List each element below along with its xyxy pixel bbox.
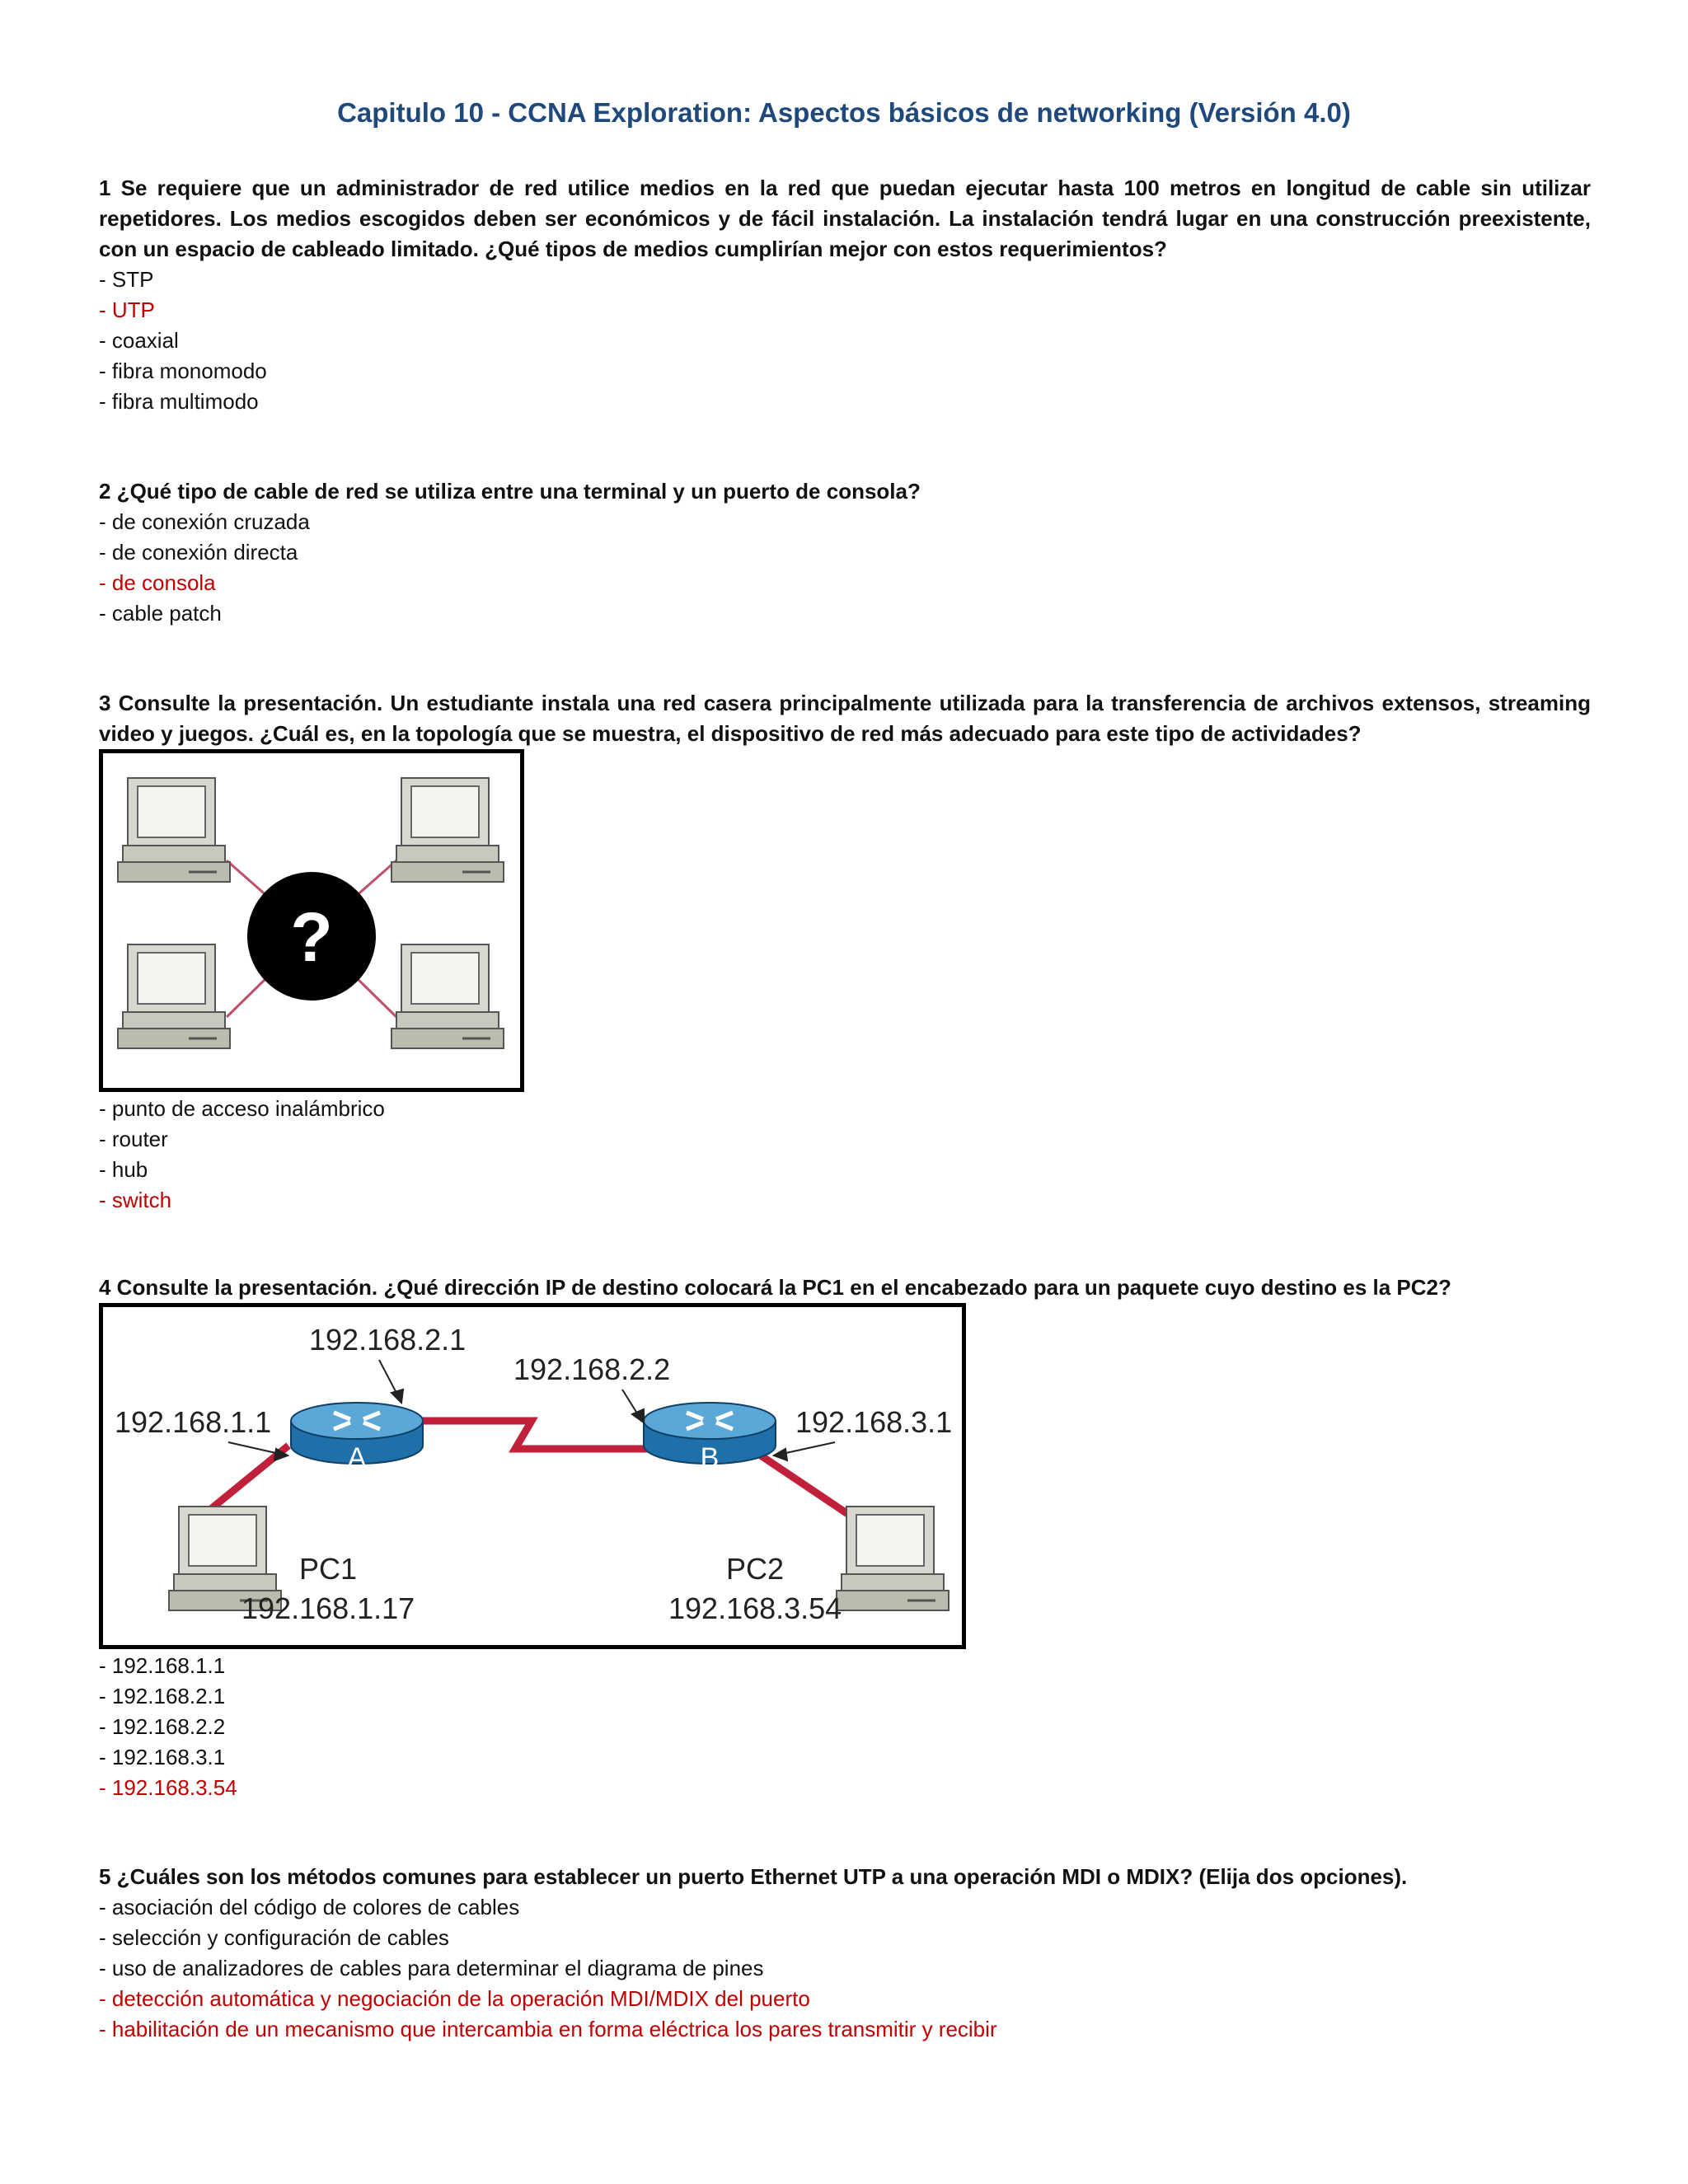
answer-option: - uso de analizadores de cables para determinar el diagrama de pines — [99, 1956, 764, 1980]
ip-b-wan: 192.168.2.2 — [513, 1352, 671, 1386]
answer-option-correct: - detección automática y negociación de la operación MDI/MDIX del puerto — [99, 1986, 810, 2011]
answer-option: - fibra monomodo — [99, 359, 267, 383]
question-stem: 4 Consulte la presentación. ¿Qué dirección IP de destino colocará la PC1 en el encabezado para un paquete cuyo destino es la PC2? — [99, 1275, 1451, 1300]
answer-option-correct: - habilitación de un mecanismo que intercambia en forma eléctrica los pares transmitir y recibir — [99, 2017, 997, 2041]
pc1-name: PC1 — [299, 1552, 358, 1586]
pc2-name: PC2 — [726, 1552, 785, 1586]
computer-icon — [118, 944, 230, 1048]
answer-option: - hub — [99, 1157, 148, 1182]
unknown-device-symbol: ? — [290, 898, 333, 976]
pc2-ip: 192.168.3.54 — [668, 1591, 842, 1625]
page-title: Capitulo 10 - CCNA Exploration: Aspectos básicos de networking (Versión 4.0) — [337, 97, 1351, 128]
answer-option: - fibra multimodo — [99, 389, 259, 414]
question-stem: 2 ¿Qué tipo de cable de red se utiliza entre una terminal y un puerto de consola? — [99, 479, 921, 504]
topology-figure — [99, 749, 524, 1092]
computer-icon — [392, 778, 504, 882]
computer-icon — [118, 778, 230, 882]
ip-a-wan: 192.168.2.1 — [309, 1323, 467, 1357]
answer-option: - 192.168.1.1 — [99, 1653, 226, 1678]
answer-option: - router — [99, 1127, 168, 1151]
answer-option: - de conexión cruzada — [99, 509, 310, 534]
answer-option: - cable patch — [99, 601, 222, 626]
question-1 — [99, 173, 1591, 417]
question-2 — [99, 476, 1591, 629]
computer-icon — [392, 944, 504, 1048]
answer-option-correct: - 192.168.3.54 — [99, 1775, 237, 1800]
router-b-label: B — [700, 1442, 720, 1474]
answer-option-correct: - de consola — [99, 570, 216, 595]
answer-option-correct: - UTP — [99, 298, 155, 322]
router-a-label: A — [347, 1442, 367, 1474]
computer-icon — [837, 1507, 949, 1610]
answer-option: - coaxial — [99, 328, 179, 353]
answer-option-correct: - switch — [99, 1188, 172, 1212]
ip-a-lan: 192.168.1.1 — [115, 1405, 272, 1439]
answer-option: - 192.168.2.1 — [99, 1684, 226, 1708]
answer-option: - 192.168.2.2 — [99, 1714, 226, 1739]
ip-b-lan: 192.168.3.1 — [795, 1405, 953, 1439]
question-stem: 1 Se requiere que un administrador de red utilice medios en la red que puedan ejecutar hasta 100 metros en longitud de cable sin utilizar repetidores. Los medios escogidos deben ser económicos y de fácil instalación. La instalación tendrá lugar en una construcción preexistente, con un espacio de cableado limitado. ¿Qué tipos de medios cumplirían mejor con estos requerimientos? — [99, 176, 1591, 261]
answer-option: - 192.168.3.1 — [99, 1745, 226, 1769]
answer-option: - asociación del código de colores de cables — [99, 1895, 520, 1919]
network-diagram — [99, 1303, 966, 1649]
pc1-ip: 192.168.1.17 — [241, 1591, 415, 1625]
answer-option: - de conexión directa — [99, 540, 298, 565]
answer-option: - STP — [99, 267, 154, 292]
answer-option: - selección y configuración de cables — [99, 1925, 449, 1950]
question-5 — [99, 1862, 1591, 2045]
question-stem: 5 ¿Cuáles son los métodos comunes para establecer un puerto Ethernet UTP a una operación MDI o MDIX? (Elija dos opciones). — [99, 1864, 1408, 1889]
question-4 — [99, 1272, 1591, 1803]
answer-option: - punto de acceso inalámbrico — [99, 1096, 385, 1121]
question-stem: 3 Consulte la presentación. Un estudiante instala una red casera principalmente utilizada para la transferencia de archivos extensos, streaming video y juegos. ¿Cuál es, en la topología que se muestra, el dispositivo de red más adecuado para este tipo de actividades? — [99, 691, 1591, 746]
question-3 — [99, 688, 1591, 1216]
